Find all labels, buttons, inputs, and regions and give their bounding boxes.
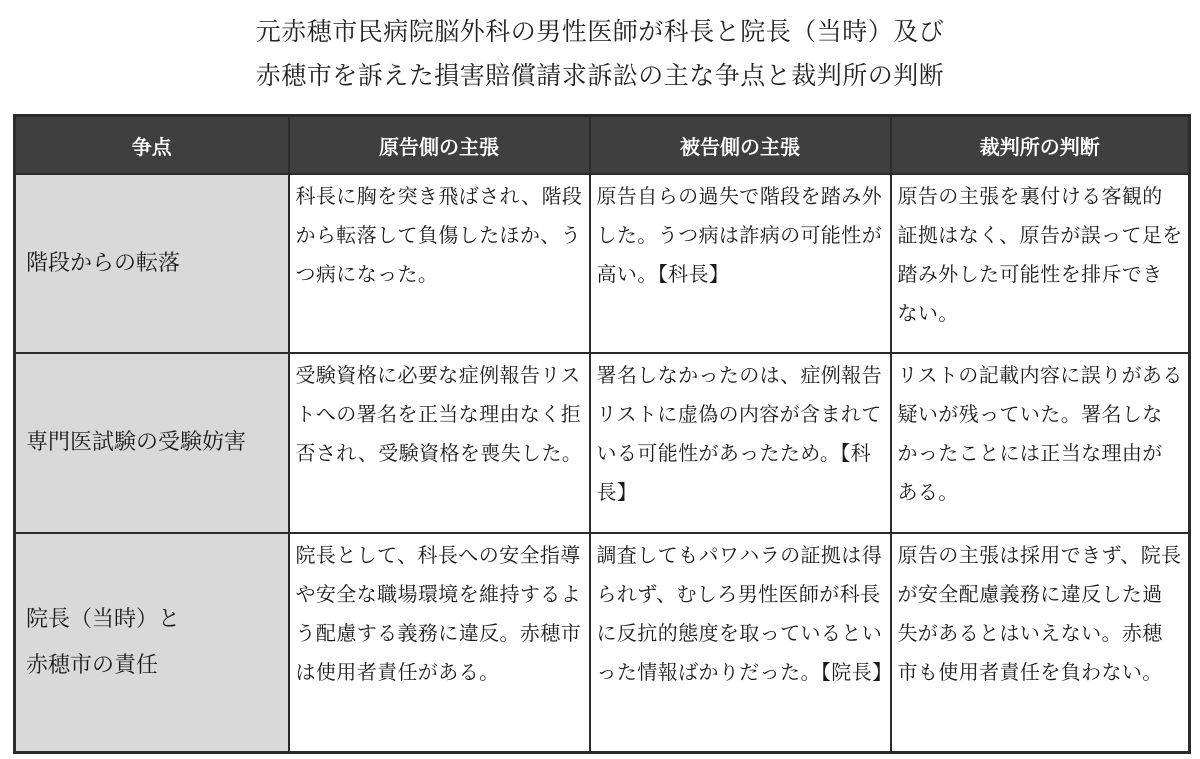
- header-plaintiff: 原告側の主張: [289, 116, 590, 175]
- issue-cell: 階段からの転落: [15, 174, 289, 353]
- defendant-claim-cell: 調査してもパワハラの証拠は得られず、むしろ男性医師が科長に反抗的態度を取っているといった情報ばかりだった。【院長】: [590, 533, 891, 753]
- header-court: 裁判所の判断: [891, 116, 1190, 175]
- header-row: [15, 116, 1190, 175]
- issues-table: [13, 114, 1191, 754]
- issue-cell: 院長（当時）と 赤穂市の責任: [15, 533, 289, 753]
- title-block: [0, 0, 1200, 112]
- court-ruling-cell: リストの記載内容に誤りがある疑いが残っていた。署名しなかったことには正当な理由がある。: [891, 353, 1190, 533]
- court-ruling-cell: 原告の主張を裏付ける客観的証拠はなく、原告が誤って足を踏み外した可能性を排斥できない。: [891, 174, 1190, 353]
- defendant-claim-cell: 原告自らの過失で階段を踏み外した。うつ病は詐病の可能性が高い。【科長】: [590, 174, 891, 353]
- table-row: [15, 174, 1190, 353]
- defendant-claim-cell: 署名しなかったのは、症例報告リストに虚偽の内容が含まれている可能性があったため。【科長】: [590, 353, 891, 533]
- header-issue: 争点: [15, 116, 289, 175]
- table-row: [15, 353, 1190, 533]
- court-ruling-cell: 原告の主張は採用できず、院長が安全配慮義務に違反した過失があるとはいえない。赤穂市も使用者責任を負わない。: [891, 533, 1190, 753]
- issue-cell: 専門医試験の受験妨害: [15, 353, 289, 533]
- header-defendant: 被告側の主張: [590, 116, 891, 175]
- plaintiff-claim-cell: 受験資格に必要な症例報告リストへの署名を正当な理由なく拒否され、受験資格を喪失した。: [289, 353, 590, 533]
- plaintiff-claim-cell: 院長として、科長への安全指導や安全な職場環境を維持するよう配慮する義務に違反。赤穂市は使用者責任がある。: [289, 533, 590, 753]
- plaintiff-claim-cell: 科長に胸を突き飛ばされ、階段から転落して負傷したほか、うつ病になった。: [289, 174, 590, 353]
- table-row: [15, 533, 1190, 753]
- title-line-2: 赤穂市を訴えた損害賠償請求訴訟の主な争点と裁判所の判断: [255, 61, 945, 90]
- title-line-1: 元赤穂市民病院脳外科の男性医師が科長と院長（当時）及び: [255, 17, 945, 46]
